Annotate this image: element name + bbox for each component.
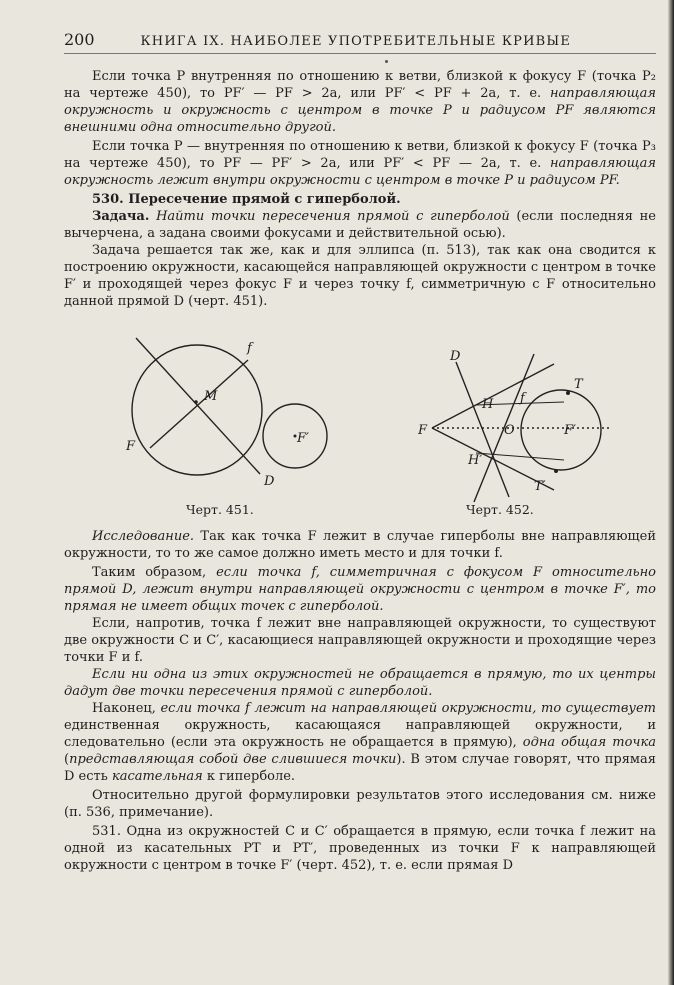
fig451-label-F: F	[126, 439, 136, 454]
page-number: 200	[64, 30, 95, 49]
reference-paragraph: Относительно другой формулировки результатов этого исследования см. ниже (п. 536, примечание).	[64, 788, 656, 820]
tangent-case-paragraph: Наконец, если точка f лежит на направляющей окружности, то существует единственная окружность, касающаяся направляющей окружности, и следовательно (если эта окружность не обращается в прямую), одна общая точка (представляющая собой две слившиеся точки). В этом случае говорят, что прямая D есть касательная к гиперболе.	[64, 701, 656, 784]
fig452-label-D: D	[450, 349, 461, 364]
fig452-label-f: f	[520, 391, 525, 406]
figure-drawings	[64, 322, 656, 522]
page-edge-shadow	[668, 0, 674, 985]
fig452-label-H: H	[482, 397, 494, 412]
paragraph-outer-point: Если точка P внутренняя по отношению к ветви, близкой к фокусу F (точка P₂ на чертеже 450), то PF′ — PF > 2a, или PF′ < PF + 2a, т. е. направляющая окружность и окружность с центром в точке P и радиусом PF являются внешними одна относительно другой.	[64, 69, 656, 135]
fig452-line-D	[456, 362, 509, 497]
fig452-point-Tp	[554, 469, 558, 473]
task-paragraph: Задача. Найти точки пересечения прямой с гиперболой (если последняя не вычерчена, а задана своими фокусами и действительной осью).	[64, 209, 656, 241]
fig451-label-M: M	[204, 389, 218, 404]
fig452-label-O: O	[504, 423, 515, 438]
running-title: КНИГА IX. НАИБОЛЕЕ УПОТРЕБИТЕЛЬНЫЕ КРИВЫЕ	[140, 34, 572, 49]
centers-paragraph: Если ни одна из этих окружностей не обращается в прямую, то их центры дадут две точки пересечения прямой с гиперболой.	[64, 667, 656, 699]
caption-fig451: Черт. 451.	[186, 502, 254, 517]
paragraph-inner-point: Если точка P — внутренняя по отношению к ветви, близкой к фокусу F (точка P₃ на чертеже 450), то PF — PF′ > 2a, или PF′ < PF — 2a, т. е. направляющая окружность лежит внутри окружности с центром в точке P и радиусом PF.	[64, 139, 656, 188]
fig451-label-Fp: F′	[297, 431, 309, 446]
caption-fig452: Черт. 452.	[466, 502, 534, 517]
solution-paragraph: Задача решается так же, как и для эллипса (п. 513), так как она сводится к построению окружности, касающейся направляющей окружности с центром в точке F′ и проходящей через фокус F и через точку f, симметричную с F относительно данной прямой D (черт. 451).	[64, 243, 656, 309]
fig452-tangent-T	[432, 364, 554, 428]
fig451-line-D	[136, 338, 260, 474]
two-circles-paragraph: Если, напротив, точка f лежит вне направляющей окружности, то существуют две окружности C и C′, касающиеся направляющей окружности и проходящие через точки F и f.	[64, 616, 656, 665]
paragraph-531: 531. Одна из окружностей C и C′ обращается в прямую, если точка f лежит на одной из касательных PT и PT′, проведенных из точки F к направляющей окружности с центром в точке F′ (черт. 452), т. е. если прямая D	[64, 824, 656, 873]
fig451-label-f: f	[247, 341, 252, 356]
section-heading-530: 530. Пересечение прямой с гиперболой.	[92, 192, 401, 207]
running-header	[64, 30, 656, 54]
fig452-label-Tp: T′	[534, 479, 546, 494]
fig452-label-T: T	[574, 377, 583, 392]
fig452-label-Hp: H′	[468, 453, 483, 468]
book-page	[64, 30, 656, 985]
conclusion-paragraph: Таким образом, если точка f, симметричная с фокусом F относительно прямой D, лежит внутри направляющей окружности с центром в точке F′, то прямая не имеет общих точек с гиперболой.	[64, 565, 656, 614]
fig451-point-M	[194, 400, 198, 404]
fig451-line-Ff	[150, 360, 248, 448]
fig451-label-D: D	[264, 474, 275, 489]
research-paragraph: Исследование. Так как точка F лежит в случае гиперболы вне направляющей окружности, то то же самое должно иметь место и для точки f.	[64, 529, 656, 561]
fig452-label-Fp: F′	[564, 423, 576, 438]
fig452-point-T	[566, 391, 570, 395]
fig452-label-F: F	[418, 423, 428, 438]
figures-row	[64, 322, 656, 522]
